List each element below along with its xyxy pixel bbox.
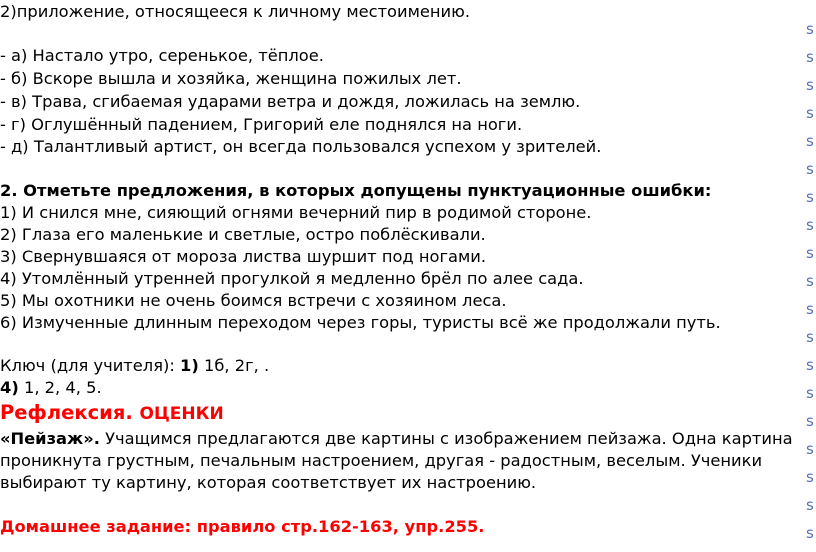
edge-letter: s [806,442,814,457]
edge-letter: s [806,106,814,121]
answer-item-b: - б) Вскоре вышла и хозяйка, женщина пожилых лет. [0,69,462,88]
reflection-line-1 [0,428,793,449]
edge-letter: s [806,330,814,345]
answer-item-a: - а) Настало утро, серенькое, тёплое. [0,46,324,65]
edge-letter: s [806,274,814,289]
edge-letter: s [806,386,814,401]
answers-intro: 2)приложение, относящееся к личному местоимению. [0,2,471,21]
task2-sentence-3: 3) Свернувшаяся от мороза листва шуршит под ногами. [0,247,487,266]
edge-letter: s [806,302,814,317]
answer-item-d: - г) Оглушённый падением, Григорий еле поднялся на ноги. [0,115,523,134]
answer-item-c: - в) Трава, сгибаемая ударами ветра и дождя, ложилась на землю. [0,92,581,111]
edge-letter: s [806,50,814,65]
task2-sentence-4: 4) Утомлённый утренней прогулкой я медленно брёл по алее сада. [0,269,584,288]
key-number-1: 1) [180,356,199,375]
edge-letter: s [806,162,814,177]
key-line-2 [0,377,102,398]
key-answer-1: 1б, 2г, . [198,356,270,375]
reflection-line-2: проникнута грустным, печальным настроением, другая - радостным, веселым. Ученики [0,451,763,470]
edge-letter: s [806,358,814,373]
reflection-title-caps: ОЦЕНКИ [139,404,224,424]
edge-letter: s [806,134,814,149]
homework: Домашнее задание: правило стр.162-163, упр.255. [0,517,485,536]
edge-letter: s [806,498,814,513]
task2-sentence-6: 6) Измученные длинным переходом через горы, туристы всё же продолжали путь. [0,313,721,332]
reflection-title-text: Рефлексия. [0,401,140,424]
task2-heading: 2. Отметьте предложения, в которых допущены пунктуационные ошибки: [0,181,712,200]
key-answer-4: 1, 2, 4, 5. [18,378,102,397]
edge-letter: s [806,22,814,37]
key-label: Ключ (для учителя): [0,356,181,375]
answer-item-e: - д) Талантливый артист, он всегда пользовался успехом у зрителей. [0,137,602,156]
key-number-4: 4) [0,378,19,397]
edge-letter: s [806,78,814,93]
edge-letter: s [806,470,814,485]
edge-letter: s [806,414,814,429]
task2-sentence-5: 5) Мы охотники не очень боимся встречи с хозяином леса. [0,291,507,310]
reflection-exercise-name: «Пейзаж». [0,429,100,448]
edge-letter: s [806,190,814,205]
task2-sentence-1: 1) И снился мне, сияющий огнями вечерний пир в родимой стороне. [0,203,592,222]
edge-letter: s [806,526,814,541]
reflection-text-1: Учащимся предлагаются две картины с изображением пейзажа. Одна картина [99,429,793,448]
reflection-line-3: выбирают ту картину, которая соответствует их настроению. [0,473,537,492]
edge-letter: s [806,218,814,233]
edge-letter: s [806,246,814,261]
task2-sentence-2: 2) Глаза его маленькие и светлые, остро поблёскивали. [0,225,486,244]
reflection-title [0,401,224,426]
key-line-1 [0,355,269,376]
